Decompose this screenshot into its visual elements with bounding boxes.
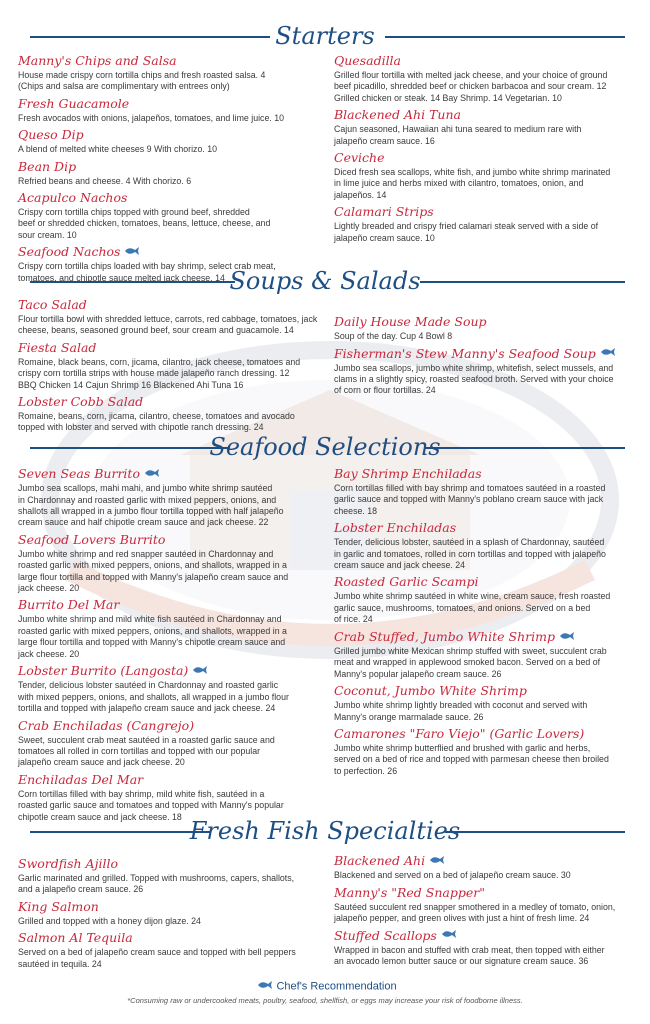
menu-item: [18, 531, 323, 595]
menu-item: [334, 852, 634, 882]
menu-item-name: Fresh Guacamole: [18, 95, 130, 111]
menu-item-name: Swordfish Ajillo: [18, 856, 118, 871]
menu-item-description: Soup of the day. Cup 4 Bowl 8: [334, 331, 453, 341]
menu-item: [18, 339, 323, 391]
menu-item-name: Lobster Cobb Salad: [18, 394, 144, 410]
menu-item: [334, 725, 634, 777]
menu-item-name: Burrito Del Mar: [18, 597, 120, 613]
menu-item: [18, 596, 323, 660]
disclaimer: *Consuming raw or undercooked meats, poultry, seafood, shellfish, or eggs may increase your risk of foodborne illness.: [127, 996, 523, 1005]
menu-item-description: Jumbo sea scallops, mahi mahi, and jumbo white shrimp sautéed in Chardonnay and roasted garlic with mixed peppers, onions, and shallots all wrapped in a jumbo flour tortilla topped with half jalapeño cream sauce and half chipotle cream sauce and jack cheese. 22: [18, 483, 284, 528]
chef-recommendation-fish-icon: [192, 662, 208, 680]
menu-item: [18, 717, 323, 769]
menu-item-description: Corn tortillas filled with bay shrimp and tomatoes sautéed in a roasted garlic sauce and topped with Manny's poblano cream sauce with jack cheese. 18: [334, 483, 606, 516]
menu-item-name: Seafood Lovers Burrito: [18, 531, 166, 547]
menu-item-name: Ceviche: [334, 150, 385, 166]
menu-item-name: Fisherman's Stew Manny's Seafood Soup: [334, 345, 596, 361]
menu-item-description: Grilled jumbo white Mexican shrimp stuffed with sweet, succulent crab meat and wrapped in applewood smoked bacon. Served on a bed of Manny's popular jalapeño cream sauce. 26: [334, 645, 607, 679]
section-title: Soups & Salads: [229, 267, 421, 295]
menu-item-name: Lobster Enchiladas: [334, 520, 457, 536]
menu-item-name: Manny's Chips and Salsa: [18, 53, 177, 68]
menu-item-description: Sweet, succulent crab meat sautéed in a roasted garlic sauce and tomatoes all rolled in corn tortillas and topped with our popular jalapeño cream sauce and jack cheese. 20: [18, 734, 275, 768]
menu-item-name: Stuffed Scallops: [334, 927, 437, 943]
menu-item-name: Camarones "Faro Viejo" (Garlic Lovers): [334, 725, 585, 741]
menu-item: [334, 573, 634, 625]
menu-item-name: Crab Stuffed, Jumbo White Shrimp: [334, 628, 555, 644]
menu-item-name: Lobster Burrito (Langosta): [18, 663, 189, 679]
menu-item-name: Taco Salad: [18, 297, 87, 312]
menu-item-description: Jumbo white shrimp lightly breaded with coconut and served with Manny's orange marmalade sauce. 26: [334, 700, 588, 722]
chef-recommendation-legend: [0, 980, 650, 993]
menu-item: [334, 628, 634, 680]
menu-item-description: Crispy corn tortilla chips topped with ground beef, shredded beef or shredded chicken, tomatoes, beans, lettuce, cheese, and sour cream. 10: [18, 207, 271, 240]
menu-item: [334, 682, 634, 723]
menu-item-description: Grilled flour tortilla with melted jack cheese, and your choice of ground beef picadillo, shredded beef or chicken barbacoa and sour cream. 12 Grilled chicken or steak. 14 Bay Shrimp. 14 Vegetarian. 10: [334, 70, 608, 103]
menu-item: [334, 344, 634, 396]
menu-item-description: Crispy corn tortilla chips loaded with bay shrimp, select crab meat, tomatoes, and chipotle sauce melted jack cheese. 14: [18, 261, 276, 283]
menu-item: [334, 926, 634, 967]
menu-item: [18, 662, 323, 714]
menu-item: [18, 465, 323, 529]
menu-item-description: Jumbo white shrimp sautéed in white wine, cream sauce, fresh roasted garlic sauce, mushrooms, tomatoes, and onions. Served on a bed of rice. 24: [334, 591, 611, 625]
starters-left-column: [18, 52, 323, 286]
menu-item: [18, 855, 323, 896]
menu-item-description: Cajun seasoned, Hawaiian ahi tuna seared to medium rare with jalapeño cream sauce. 16: [334, 124, 582, 146]
chef-recommendation-fish-icon: [144, 465, 160, 483]
menu-item-name: Fiesta Salad: [18, 339, 97, 355]
menu-item-description: House made crispy corn tortilla chips and fresh roasted salsa. 4 (Chips and salsa are complimentary with entrees only): [18, 70, 266, 92]
menu-item-name: Bay Shrimp Enchiladas: [334, 466, 482, 481]
menu-item-name: Calamari Strips: [334, 204, 434, 220]
menu-item: [334, 203, 634, 244]
menu-item: [18, 296, 323, 337]
menu-item-description: Corn tortillas filled with bay shrimp, mild white fish, sautéed in a roasted garlic sauce and tomatoes and topped with Manny's popular chipotle cream sauce and jack cheese. 18: [18, 788, 284, 822]
menu-item-description: Fresh avocados with onions, jalapeños, tomatoes, and lime juice. 10: [18, 112, 285, 123]
menu-item-description: Jumbo white shrimp and red snapper sautéed in Chardonnay and roasted garlic with mixed peppers, onions, and shallots, wrapped in a large flour tortilla and topped with Manny's jalapeño cream sauce and jack cheese. 20: [18, 548, 289, 594]
menu-item-description: Tender, delicious lobster, sautéed in a splash of Chardonnay, sautéed in garlic and tomatoes, rolled in corn tortillas and topped with jalapeño cream sauce and jack cheese. 24: [334, 537, 606, 571]
section-title: Fresh Fish Specialties: [189, 817, 461, 845]
menu-item-name: Acapulco Nachos: [18, 190, 128, 206]
menu-item-name: Bean Dip: [18, 158, 77, 174]
chef-recommendation-fish-icon: [124, 243, 140, 261]
section-header-seafood-selections: [0, 432, 650, 462]
chef-recommendation-fish-icon: [600, 344, 616, 362]
fish-right-column: [334, 852, 634, 970]
menu-item: [18, 929, 323, 970]
menu-item-name: Queso Dip: [18, 127, 84, 143]
menu-item-name: Seafood Nachos: [18, 244, 121, 260]
fish-left-column: [18, 855, 323, 972]
menu-item-description: Romaine, black beans, corn, jicama, cilantro, jack cheese, tomatoes and crispy corn tortilla strips with house made jalapeño ranch dressing. 12 BBQ Chicken 14 Cajun Shrimp 16 Blackened Ahi Tuna 16: [18, 356, 301, 390]
menu-item: [334, 884, 634, 925]
menu-item: [18, 52, 323, 93]
seafood-left-column: [18, 465, 323, 825]
section-header-starters: [0, 21, 650, 51]
menu-item-description: Grilled and topped with a honey dijon glaze. 24: [18, 915, 201, 926]
menu-item-description: Tender, delicious lobster sautéed in Chardonnay and roasted garlic with mixed peppers, onions, and shallots, all wrapped in a jumbo flour tortilla and topped with jalapeño cream sauce and jack cheese. 24: [18, 680, 289, 714]
menu-item: [18, 126, 323, 155]
menu-item: [18, 393, 323, 434]
section-title: Seafood Selections: [209, 433, 441, 461]
soups-left-column: [18, 296, 323, 436]
menu-item-description: Jumbo white shrimp and mild white fish sautéed in Chardonnay and roasted garlic with mixed peppers, onions, and shallots, wrapped in a large flour tortilla and topped with Manny's chipotle cream sauce and jack cheese. 20: [18, 614, 287, 659]
menu-item: [334, 465, 634, 517]
menu-item-description: Refried beans and cheese. 4 With chorizo. 6: [18, 175, 192, 186]
menu-item-description: A blend of melted white cheeses 9 With chorizo. 10: [18, 144, 218, 155]
starters-right-column: [334, 52, 634, 246]
menu-item-name: Blackened Ahi Tuna: [334, 107, 461, 123]
menu-item-description: Garlic marinated and grilled. Topped with mushrooms, capers, shallots, and a jalapeño cream sauce. 26: [18, 873, 295, 895]
menu-item-description: Served on a bed of jalapeño cream sauce and topped with bell peppers sautéed in tequila. 24: [18, 947, 296, 969]
menu-item: [18, 95, 323, 124]
menu-item-description: Lightly breaded and crispy fried calamari steak served with a side of jalapeño cream sauce. 10: [334, 221, 599, 243]
menu-item-name: Seven Seas Burrito: [18, 466, 140, 482]
menu-item-name: Manny's "Red Snapper": [334, 884, 485, 900]
chef-recommendation-fish-icon: [441, 926, 457, 944]
chef-recommendation-fish-icon: [429, 852, 445, 870]
section-title: Starters: [275, 22, 375, 50]
menu-item-name: Coconut, Jumbo White Shrimp: [334, 683, 527, 699]
menu-item-name: Enchiladas Del Mar: [18, 771, 144, 787]
menu-item: [334, 106, 634, 147]
menu-item-name: Blackened Ahi: [334, 853, 426, 869]
menu-item-description: Wrapped in bacon and stuffed with crab meat, then topped with either an avocado lemon butter sauce or our signature cream sauce. 36: [334, 944, 605, 967]
menu-item-description: Romaine, beans, corn, jicama, cilantro, cheese, tomatoes and avocado topped with lobster and served with chipotle ranch dressing. 24: [18, 411, 295, 433]
seafood-right-column: [334, 465, 634, 779]
menu-item: [334, 519, 634, 571]
soups-right-column: [334, 313, 634, 399]
legend-label: Chef's Recommendation: [276, 980, 397, 993]
menu-item-description: Diced fresh sea scallops, white fish, and jumbo white shrimp marinated in lime juice and herbs mixed with cilantro, tomatoes, onion, and jalapeños. 14: [334, 167, 611, 200]
menu-item: [334, 313, 634, 342]
menu-item: [18, 243, 323, 284]
menu-item: [334, 149, 634, 201]
fish-icon: [257, 980, 273, 993]
menu-item-description: Flour tortilla bowl with shredded lettuce, carrots, red cabbage, tomatoes, jack cheese, beans, seasoned ground beef, sour cream and guacamole. 14: [18, 314, 318, 336]
menu-item: [18, 158, 323, 187]
menu-item-description: Blackened and served on a bed of jalapeño cream sauce. 30: [334, 870, 571, 881]
menu-item-description: Jumbo sea scallops, jumbo white shrimp, whitefish, select mussels, and clams in a slightly spicy, roasted seafood broth. Served with your choice of corn or flour tortillas. 24: [334, 362, 614, 396]
menu-item-name: Daily House Made Soup: [334, 314, 487, 329]
menu-item: [18, 771, 323, 823]
menu-item: [18, 898, 323, 927]
menu-item-description: Jumbo white shrimp butterflied and brushed with garlic and herbs, served on a bed of rice and topped with parmesan cheese then broiled to perfection. 26: [334, 742, 609, 776]
menu-item-name: Crab Enchiladas (Cangrejo): [18, 717, 195, 733]
menu-item: [18, 189, 323, 241]
menu-item-name: Quesadilla: [334, 53, 402, 68]
menu-item-name: Salmon Al Tequila: [18, 930, 133, 946]
menu-item-description: Sautéed succulent red snapper smothered in a medley of tomato, onion, jalapeño pepper, and green olives with just a hint of fresh lime. 24: [334, 901, 616, 924]
menu-item-name: Roasted Garlic Scampi: [334, 574, 479, 590]
menu-item-name: King Salmon: [18, 898, 99, 914]
chef-recommendation-fish-icon: [559, 628, 575, 646]
menu-item: [334, 52, 634, 104]
